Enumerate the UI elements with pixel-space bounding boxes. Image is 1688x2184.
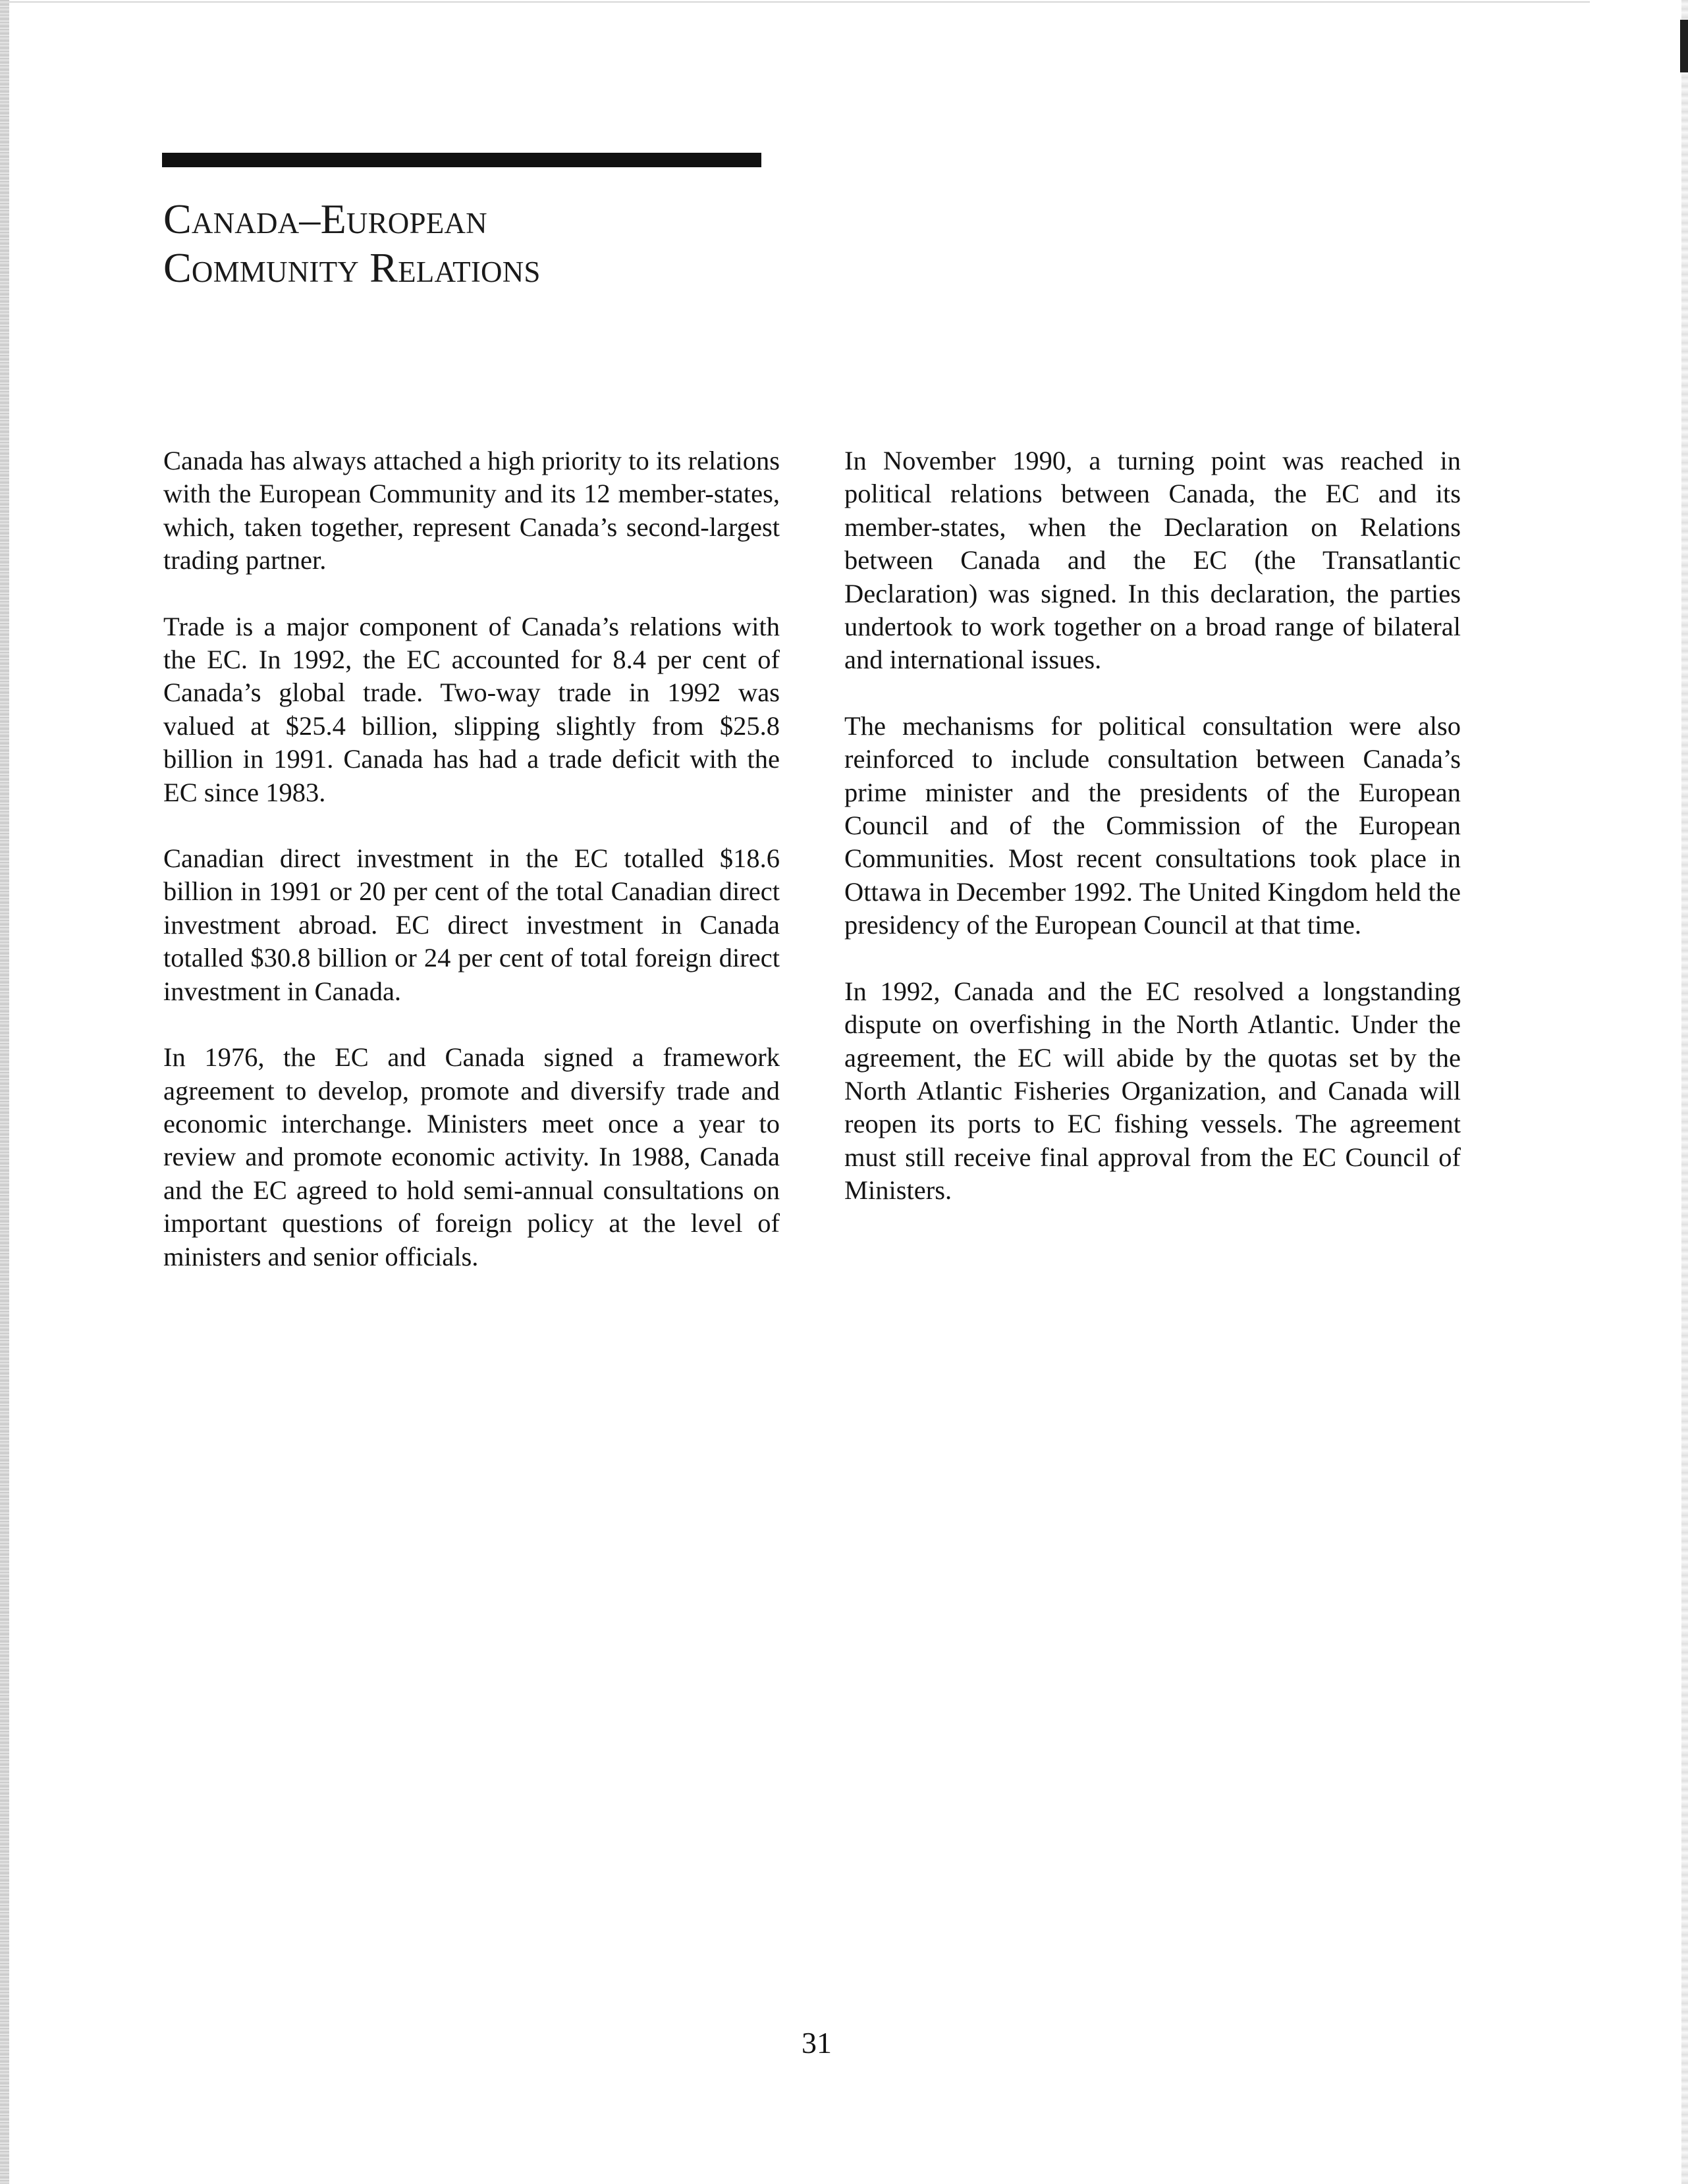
top-rule [9, 1, 1590, 3]
right-column [844, 444, 1461, 1240]
paragraph-priority: Canada has always attached a high priority to its relations with the European Community and its 12 member-states, which, taken together, represent Canada’s second-largest trading partner. [163, 446, 780, 575]
paragraph-framework-agreement: In 1976, the EC and Canada signed a framework agreement to develop, promote and diversify trade and economic interchange. Ministers meet once a year to review and promote economic activity. In 1988, Canada and the EC agreed to hold semi-annual consultations on important questions of foreign policy at the level of ministers and senior officials. [163, 1042, 780, 1271]
paragraph-trade: Trade is a major component of Canada’s relations with the EC. In 1992, the EC accounted for 8.4 per cent of Canada’s global trade. Two-way trade in 1992 was valued at $25.4 billion, slipping slightly from $25.8 billion in 1991. Canada has had a trade deficit with the EC since 1983. [163, 611, 780, 807]
paragraph-overfishing: In 1992, Canada and the EC resolved a longstanding dispute on overfishing in the North Atlantic. Under the agreement, the EC will abide by the quotas set by the North Atlantic Fisheries Organization, and Canada will reopen its ports to EC fishing vessels. The agreement must still receive final approval from the EC Council of Ministers. [844, 976, 1461, 1206]
scan-edge-mark [1680, 20, 1688, 72]
scan-edge-right [1681, 0, 1688, 2184]
left-column [163, 444, 780, 1306]
paragraph-transatlantic-declaration: In November 1990, a turning point was reached in political relations between Canada, the EC and its member-states, when the Declaration on Relations between Canada and the EC (the Transatlantic Declaration) was signed. In this declaration, the parties undertook to work together on a broad range of bilateral and international issues. [844, 446, 1461, 675]
title-line-2: Community Relations [163, 244, 541, 291]
paragraph-political-consultation: The mechanisms for political consultation were also reinforced to include consultation between Canada’s prime minister and the presidents of the European Council and of the Commission of the European Communities. Most recent consultations took place in Ottawa in December 1992. The United Kingdom held the presidency of the European Council at that time. [844, 710, 1461, 940]
scan-edge-left [0, 0, 9, 2184]
title-line-1: Canada–European [163, 196, 487, 242]
page-title [163, 195, 888, 292]
title-bar [162, 153, 761, 167]
paragraph-investment: Canadian direct investment in the EC totalled $18.6 billion in 1991 or 20 per cent of the total Canadian direct investment abroad. EC direct investment in Canada totalled $30.8 billion or 24 per cent of total foreign direct investment in Canada. [163, 843, 780, 1006]
page-number: 31 [802, 2026, 832, 2060]
